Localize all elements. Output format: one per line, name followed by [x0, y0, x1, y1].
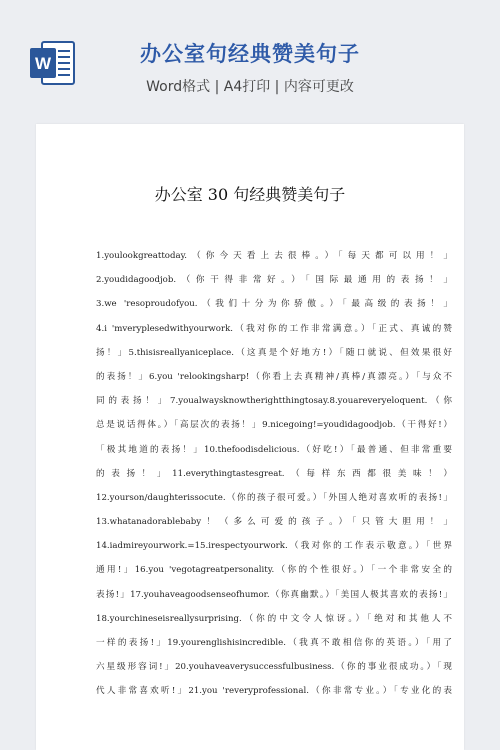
document-line: 同的表扬！」7.youalwaysknowtherightthingtosay.8.youareveryeloquent.（你 — [96, 396, 452, 407]
document-line: 4.i 'mveryplesedwithyourwork.（我对你的工作非常满意。）「正式、真诚的赞 — [96, 323, 452, 334]
document-page — [36, 124, 464, 750]
document-line: 六星级形容词!」20.youhaveaverysuccessfulbusiness.（你的事业很成功。）「现 — [96, 662, 452, 673]
document-line: 「极其地道的表扬！」10.thefoodisdelicious.（好吃!）「最普通、但非常重要 — [96, 444, 452, 455]
page-header-subtitle: Word格式 | A4打印 | 内容可更改 — [146, 79, 354, 95]
document-line: 的表扬！」6.you 'relookingsharp!（你看上去真精神/真棒/真漂亮。）「与众不 — [96, 371, 452, 382]
document-title: 办公室 30 句经典赞美句子 — [154, 185, 346, 204]
document-line: 13.whatanadorablebaby！（多么可爱的孩子。）「只管大胆用！」 — [96, 517, 452, 528]
document-body — [96, 244, 452, 704]
word-logo-letter: W — [34, 54, 52, 73]
page-header-title: 办公室句经典赞美句子 — [140, 42, 360, 66]
document-line: 通用!」16.you 'vegotagreatpersonality.（你的个性很好。）「一个非常安全的 — [96, 565, 452, 576]
document-line: 扬！」5.thisisreallyaniceplace.（这真是个好地方!）「随口就说、但效果很好 — [96, 347, 452, 358]
document-line: 一样的表扬!」19.yourenglishisincredible.（我真不敢相信你的英语。）「用了 — [96, 638, 452, 648]
document-line: 3.we 'resoproudofyou.（我们十分为你骄傲。）「最高级的表扬！」 — [96, 299, 452, 310]
document-line: 12.yourson/daughterissocute.（你的孩子很可爱。）「外国人绝对喜欢听的表扬!」 — [96, 492, 452, 503]
page-header — [0, 0, 500, 118]
document-line: 总是说话得体。）「高层次的表扬！」9.nicegoing!=youdidagoodjob.（干得好!） — [96, 420, 452, 431]
document-line: 14.iadmireyourwork.=15.irespectyourwork.（我对你的工作表示敬意。）「世界 — [96, 541, 452, 552]
document-line: 表扬!」17.youhaveagoodsenseofhumor.（你真幽默。）「美国人极其喜欢的表扬!」 — [96, 589, 452, 600]
document-line: 18.yourchineseisreallysurprising.（你的中文令人惊讶。）「绝对和其他人不 — [96, 613, 452, 624]
document-line: 2.youdidagoodjob.（你干得非常好。）「国际最通用的表扬！」 — [96, 275, 452, 286]
document-line: 1.youlookgreattoday.（你今天看上去很棒。）「每天都可以用！」 — [96, 251, 452, 261]
document-line: 的表扬！」11.everythingtastesgreat.（每样东西都很美味！） — [96, 468, 452, 479]
document-line: 代人非常喜欢听!」21.you 'reveryprofessional.（你非常专业。）「专业化的表 — [96, 686, 452, 697]
